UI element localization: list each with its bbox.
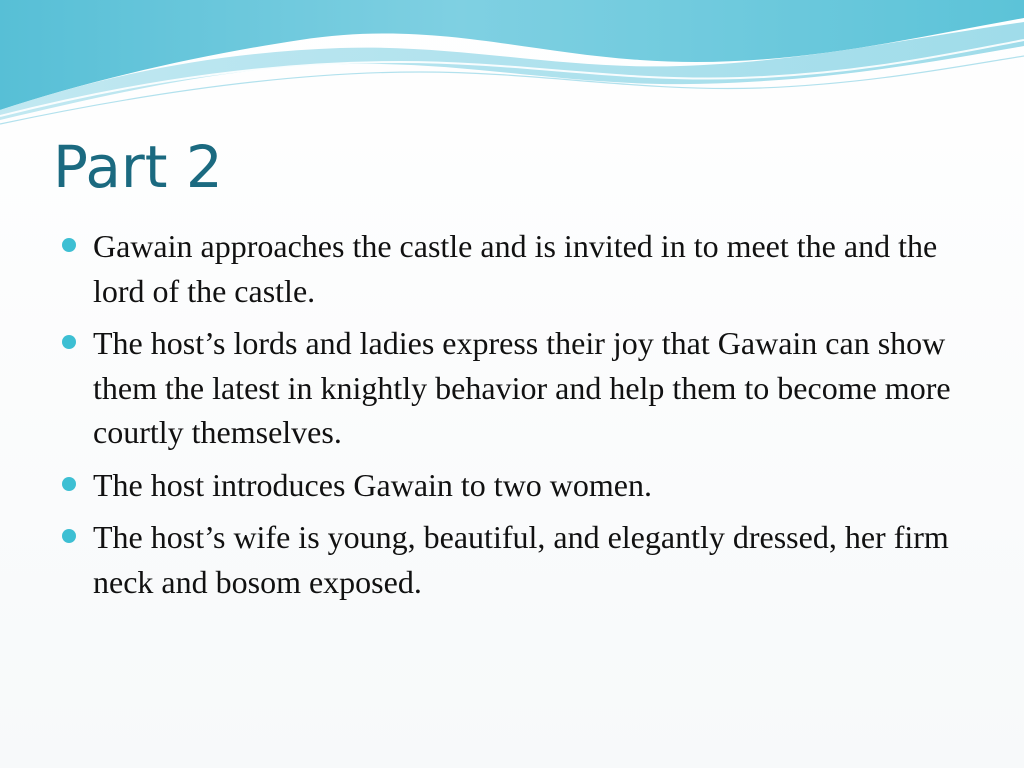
bullet-text: Gawain approaches the castle and is invited in to meet the and the lord of the castle. (93, 228, 938, 309)
bullet-item (62, 321, 972, 455)
bullet-dot-icon (62, 335, 76, 349)
bullet-text: The host’s wife is young, beautiful, and elegantly dressed, her firm neck and bosom exposed. (93, 519, 949, 600)
bullet-dot-icon (62, 238, 76, 252)
bullet-dot-icon (62, 529, 76, 543)
bullet-item (62, 463, 972, 508)
bullet-text: The host’s lords and ladies express their joy that Gawain can show them the latest in knightly behavior and help them to become more courtly themselves. (93, 325, 951, 450)
bullet-dot-icon (62, 477, 76, 491)
bullet-text: The host introduces Gawain to two women. (93, 466, 652, 503)
bullet-item (62, 224, 972, 313)
decorative-wave-banner (0, 0, 1024, 130)
bullet-item (62, 515, 972, 604)
slide-title: Part 2 (53, 133, 223, 201)
bullet-list (62, 224, 972, 612)
